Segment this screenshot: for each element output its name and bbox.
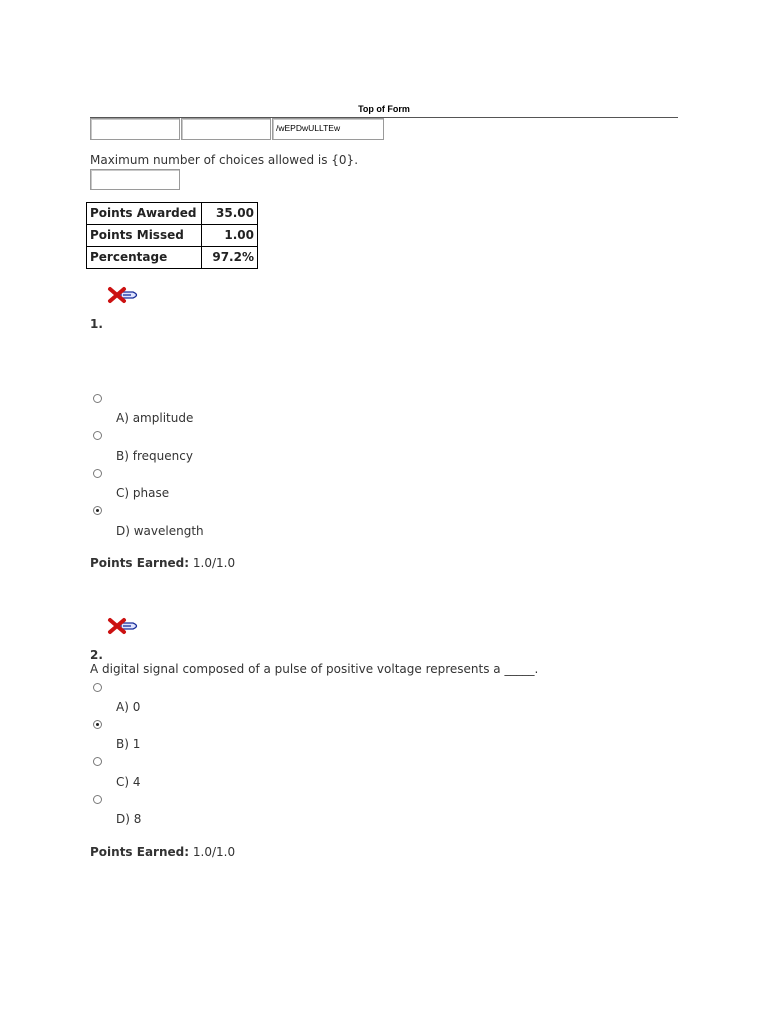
answer-choice: A) amplitude — [116, 411, 194, 425]
table-row — [87, 203, 258, 225]
score-value: 97.2% — [202, 247, 258, 269]
incorrect-x-with-arrow-icon — [107, 617, 143, 638]
answer-radio[interactable] — [93, 394, 102, 403]
points-earned — [90, 845, 235, 859]
points-earned — [90, 556, 235, 570]
score-label: Points Awarded — [87, 203, 202, 225]
answer-radio[interactable] — [93, 683, 102, 692]
incorrect-x-with-arrow-icon — [107, 286, 143, 307]
points-earned-label: Points Earned: — [90, 845, 190, 859]
form-input-1[interactable] — [90, 118, 180, 140]
answer-radio[interactable] — [93, 431, 102, 440]
score-label: Points Missed — [87, 225, 202, 247]
answer-choice: A) 0 — [116, 700, 141, 714]
max-choices-text: Maximum number of choices allowed is {0}. — [90, 153, 359, 167]
answer-choice: B) frequency — [116, 449, 193, 463]
answer-choice: D) 8 — [116, 812, 142, 826]
answer-radio[interactable] — [93, 469, 102, 478]
score-summary-table — [86, 202, 258, 269]
points-earned-label: Points Earned: — [90, 556, 190, 570]
viewstate-field[interactable]: /wEPDwULLTEw — [272, 118, 384, 140]
answer-choice: D) wavelength — [116, 524, 204, 538]
question-number: 1. — [90, 317, 103, 331]
score-label: Percentage — [87, 247, 202, 269]
answer-radio[interactable] — [93, 795, 102, 804]
form-input-3[interactable] — [90, 169, 180, 190]
score-value: 35.00 — [202, 203, 258, 225]
answer-choice: C) phase — [116, 486, 170, 500]
answer-choice: C) 4 — [116, 775, 141, 789]
points-earned-value: 1.0/1.0 — [192, 556, 236, 570]
table-row — [87, 225, 258, 247]
score-value: 1.00 — [202, 225, 258, 247]
form-input-2[interactable] — [181, 118, 271, 140]
answer-radio[interactable] — [93, 757, 102, 766]
question-number: 2. — [90, 648, 103, 662]
answer-choice: B) 1 — [116, 737, 141, 751]
top-of-form-label: Top of Form — [358, 104, 410, 114]
answer-radio-selected[interactable] — [93, 506, 102, 515]
points-earned-value: 1.0/1.0 — [192, 845, 236, 859]
table-row — [87, 247, 258, 269]
question-text: A digital signal composed of a pulse of positive voltage represents a _____. — [90, 662, 539, 676]
answer-radio-selected[interactable] — [93, 720, 102, 729]
